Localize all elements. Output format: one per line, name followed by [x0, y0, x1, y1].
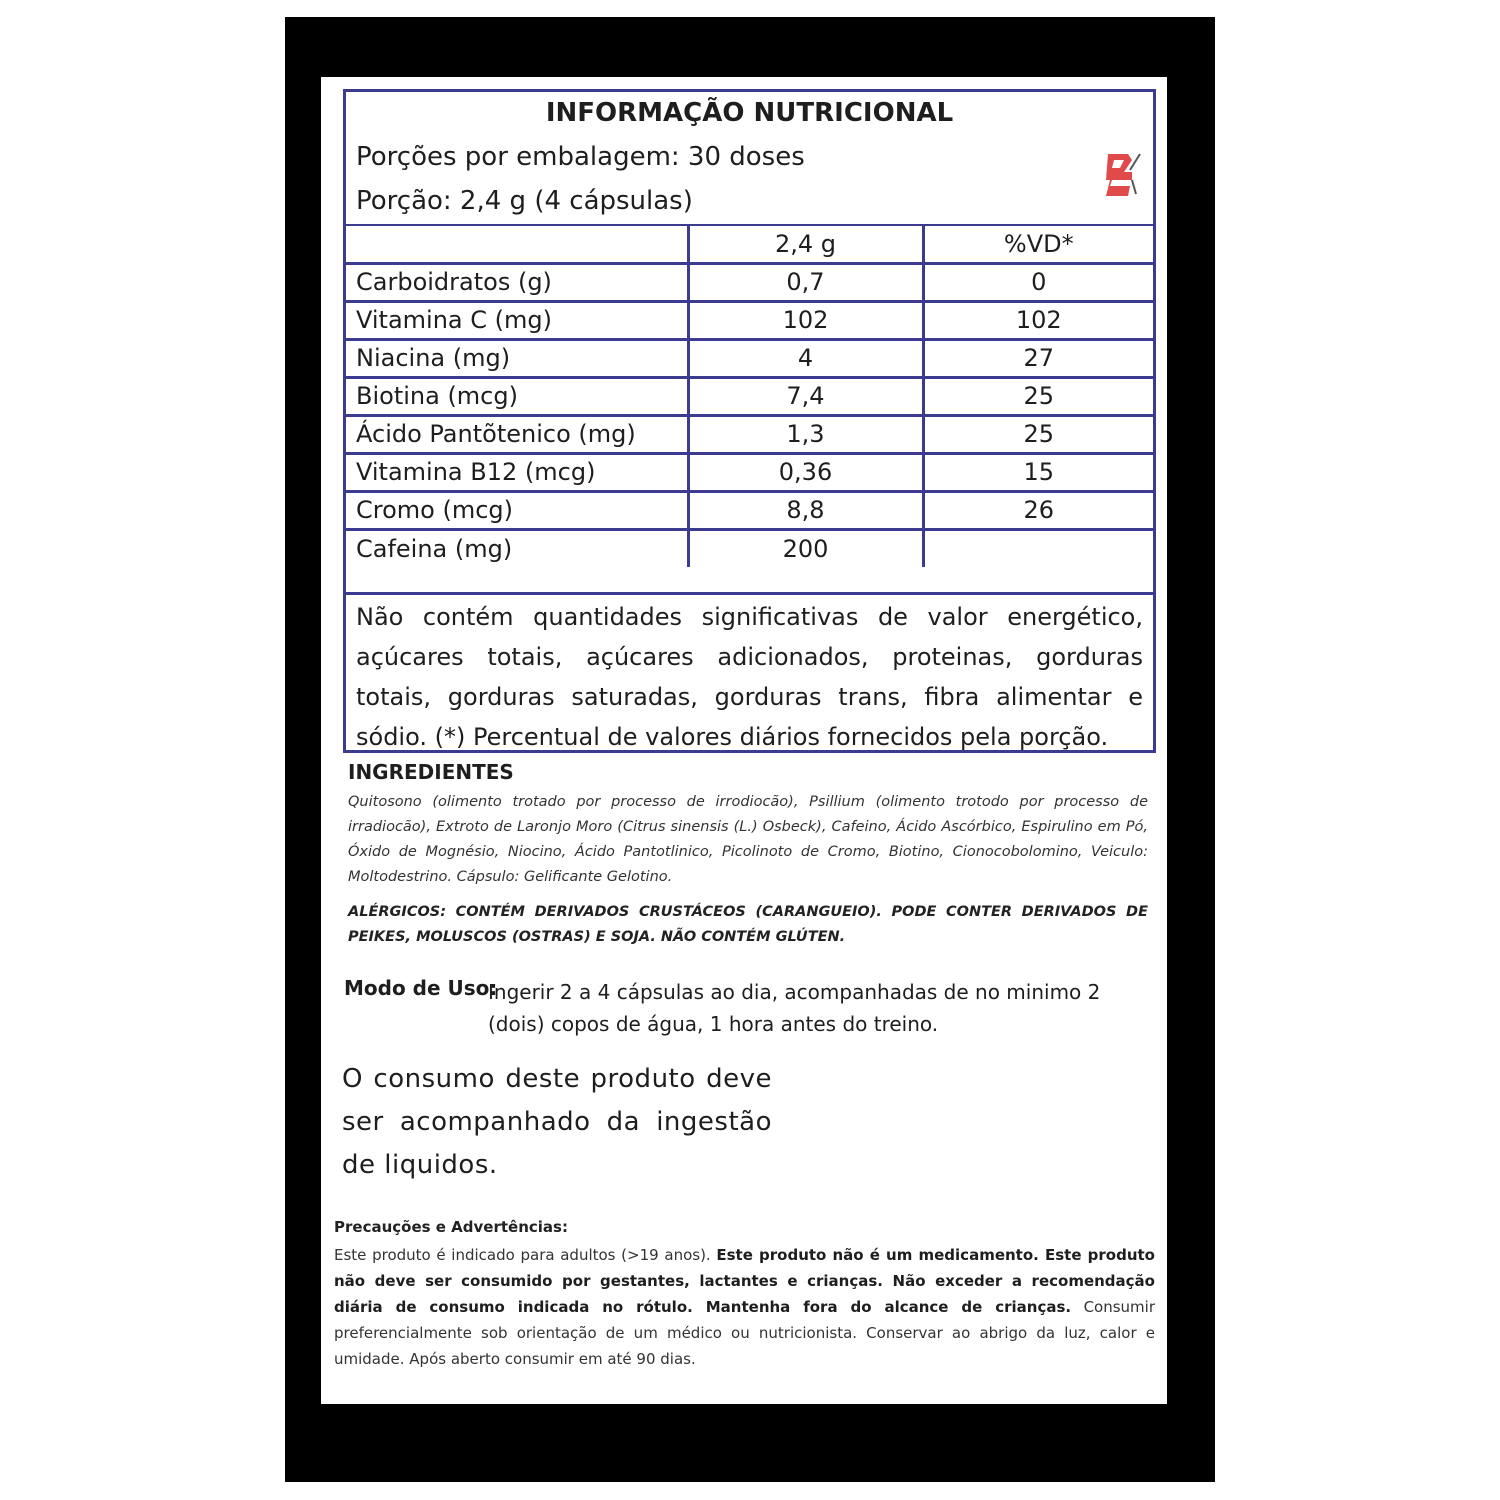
nutrient-dv — [923, 529, 1153, 567]
nutrient-name: Vitamina C (mg) — [346, 301, 688, 339]
precautions-part1: Este produto é indicado para adultos (>19 anos). — [334, 1246, 711, 1264]
precautions-part2: Este produto não é um medicamento. Este produto não deve ser consumido por gestantes, lactantes e crianças. Não exceder a recomendação diária de consumo indicada no rótulo. Mantenha fora do alcance de crianças. — [334, 1246, 1155, 1316]
precautions-part3: Consumir preferencialmente sob orientação de um médico ou nutricionista. Conservar ao abrigo da luz, calor e umidade. Após aberto consumir em até 90 dias. — [334, 1298, 1155, 1368]
nutrient-amount: 0,36 — [688, 453, 923, 491]
precautions-text — [334, 1242, 1155, 1372]
nutrient-name: Biotina (mcg) — [346, 377, 688, 415]
usage-text: Ingerir 2 a 4 cápsulas ao dia, acompanhadas de no minimo 2 (dois) copos de água, 1 hora antes do treino. — [488, 980, 1101, 1036]
nutrition-footnote: Não contém quantidades significativas de valor energético, açúcares totais, açúcares adicionados, proteinas, gorduras totais, gorduras saturadas, gorduras trans, fibra alimentar e sódio. (*) Percentual de valores diários fornecidos pela porção. — [346, 592, 1153, 757]
nutrient-dv: 27 — [923, 339, 1153, 377]
consumption-notice: O consumo deste produto deve ser acompanhado da ingestão de liquidos. — [342, 1064, 772, 1180]
allergens-text: ALÉRGICOS: CONTÉM DERIVADOS CRUSTÁCEOS (CARANGUEIO). PODE CONTER DERIVADOS DE PEIKES, MOLUSCOS (OSTRAS) E SOJA. NÃO CONTÉM GLÚTEN. — [348, 904, 1148, 945]
nutrition-facts-box — [343, 89, 1156, 753]
nutrient-name: Ácido Pantõtenico (mg) — [346, 415, 688, 453]
nutrient-amount: 7,4 — [688, 377, 923, 415]
nutrient-name: Cromo (mcg) — [346, 491, 688, 529]
header-cell — [346, 225, 688, 263]
nutrient-name: Cafeina (mg) — [346, 529, 688, 567]
nutrient-name: Carboidratos (g) — [346, 263, 688, 301]
table-row — [346, 453, 1153, 491]
nutrient-dv: 25 — [923, 377, 1153, 415]
brand-logo-icon — [1102, 150, 1142, 200]
table-row — [346, 339, 1153, 377]
nutrient-name: Vitamina B12 (mcg) — [346, 453, 688, 491]
table-row — [346, 491, 1153, 529]
table-row — [346, 301, 1153, 339]
nutrition-title: INFORMAÇÃO NUTRICIONAL — [545, 98, 954, 128]
header-cell: %VD* — [923, 225, 1153, 263]
usage-label: Modo de Uso: — [344, 976, 498, 1000]
nutrient-amount: 102 — [688, 301, 923, 339]
nutrient-amount: 1,3 — [688, 415, 923, 453]
table-header-row — [346, 225, 1153, 263]
nutrient-dv: 102 — [923, 301, 1153, 339]
table-row — [346, 415, 1153, 453]
serving-size: Porção: 2,4 g (4 cápsulas) — [356, 186, 693, 216]
nutrient-amount: 200 — [688, 529, 923, 567]
table-row — [346, 377, 1153, 415]
nutrient-amount: 0,7 — [688, 263, 923, 301]
table-row — [346, 529, 1153, 567]
ingredients-heading: INGREDIENTES — [348, 760, 514, 784]
nutrient-amount: 8,8 — [688, 491, 923, 529]
nutrient-name: Niacina (mg) — [346, 339, 688, 377]
table-row — [346, 263, 1153, 301]
ingredients-text: Quitosono (olimento trotado por processo de irrodiocão), Psillium (olimento trotodo por processo de irradiocão), Extroto de Laronjo Moro (Citrus sinensis (L.) Osbeck), Cafeino, Ácido Ascórbico, Espirulino em Pó, Óxido de Mognésio, Niocino, Ácido Pantotlinico, Picolinoto de Cromo, Biotino, Cionocobolomino, Veiculo: Moltodestrino. Cápsulo: Gelificante Gelotino. — [348, 794, 1148, 885]
nutrient-dv: 26 — [923, 491, 1153, 529]
nutrient-dv: 0 — [923, 263, 1153, 301]
servings-per-package: Porções por embalagem: 30 doses — [356, 142, 805, 172]
header-cell: 2,4 g — [688, 225, 923, 263]
nutrient-dv: 15 — [923, 453, 1153, 491]
precautions-heading: Precauções e Advertências: — [334, 1218, 568, 1236]
nutrient-amount: 4 — [688, 339, 923, 377]
nutrition-table — [346, 224, 1153, 567]
nutrient-dv: 25 — [923, 415, 1153, 453]
